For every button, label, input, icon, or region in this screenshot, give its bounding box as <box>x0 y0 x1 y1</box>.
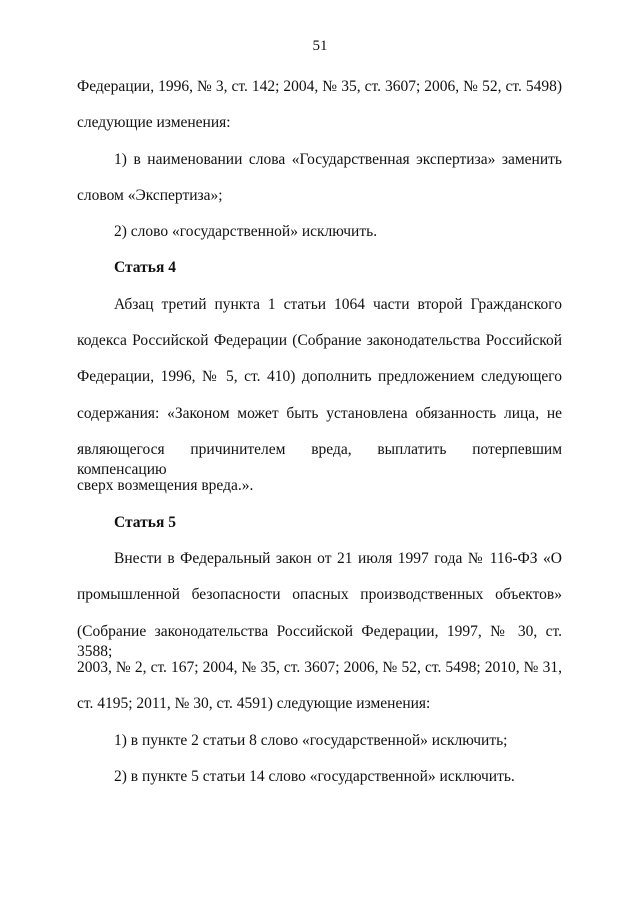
article-heading: Статья 4 <box>114 259 176 276</box>
text-line: кодекса Российской Федерации (Собрание законодательства Российской <box>77 332 562 349</box>
text-line: Федерации, 1996, № 3, ст. 142; 2004, № 35, ст. 3607; 2006, № 52, ст. 5498) <box>77 78 562 95</box>
text-line: Абзац третий пункта 1 статьи 1064 части второй Гражданского <box>114 296 562 313</box>
text-line: словом «Экспертиза»; <box>77 187 223 204</box>
text-line: содержания: «Законом может быть установлена обязанность лица, не <box>77 405 562 422</box>
text-line: сверх возмещения вреда.». <box>77 477 254 494</box>
text-line: являющегося причинителем вреда, выплатить потерпевшим компенсацию <box>77 441 562 478</box>
text-line: 1) в пункте 2 статьи 8 слово «государственной» исключить; <box>114 732 508 749</box>
text-line: следующие изменения: <box>77 114 231 131</box>
text-line: 2) в пункте 5 статьи 14 слово «государственной» исключить. <box>114 768 515 785</box>
text-line: Федерации, 1996, № 5, ст. 410) дополнить предложением следующего <box>77 368 562 385</box>
text-line: промышленной безопасности опасных производственных объектов» <box>77 586 562 603</box>
article-heading: Статья 5 <box>114 514 176 531</box>
text-line: 2) слово «государственной» исключить. <box>114 223 378 240</box>
text-line: Внести в Федеральный закон от 21 июля 1997 года № 116-ФЗ «О <box>114 550 562 567</box>
text-line: 1) в наименовании слова «Государственная экспертиза» заменить <box>114 151 562 168</box>
text-line: (Собрание законодательства Российской Федерации, 1997, № 30, ст. 3588; <box>77 623 562 660</box>
text-line: ст. 4195; 2011, № 30, ст. 4591) следующие изменения: <box>77 695 431 712</box>
text-line: 2003, № 2, ст. 167; 2004, № 35, ст. 3607; 2006, № 52, ст. 5498; 2010, № 31, <box>77 659 562 676</box>
page-number: 51 <box>312 38 328 54</box>
